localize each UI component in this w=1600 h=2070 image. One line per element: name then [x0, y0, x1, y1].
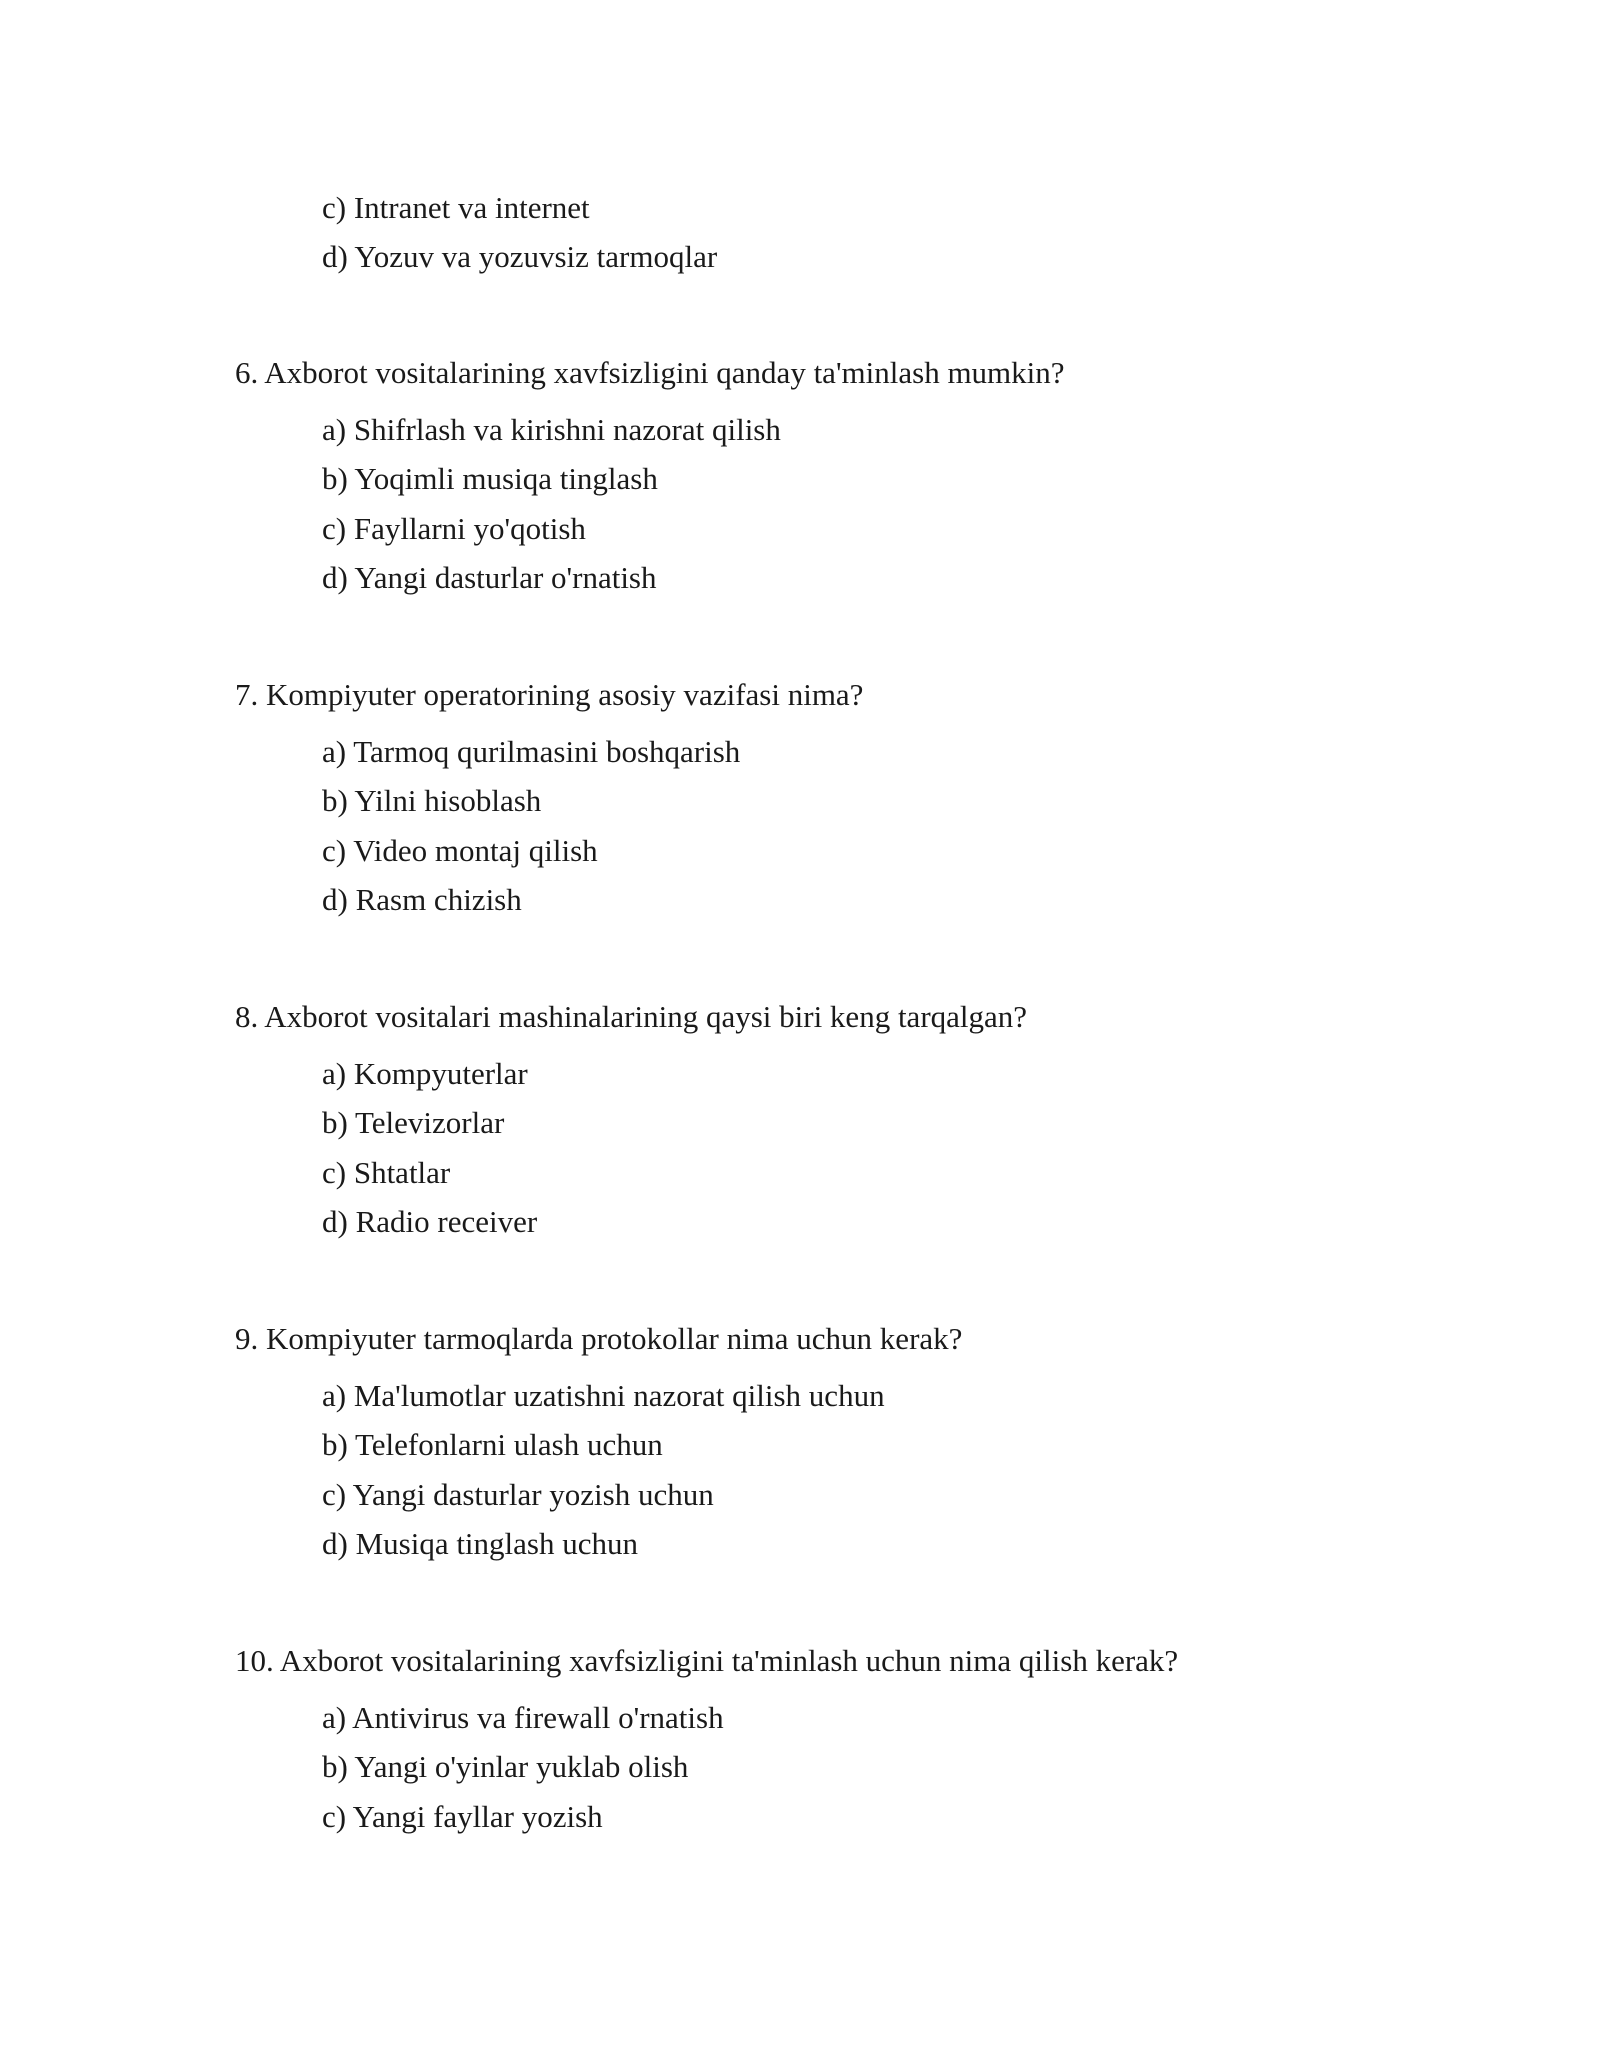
question-6: 6. Axborot vositalarining xavfsizligini qanday ta'minlash mumkin? — [235, 355, 1065, 390]
option-8b: b) Televizorlar — [322, 1105, 505, 1140]
option-7a: a) Tarmoq qurilmasini boshqarish — [322, 734, 741, 769]
option-9b: b) Telefonlarni ulash uchun — [322, 1427, 663, 1462]
option-6d: d) Yangi dasturlar o'rnatish — [322, 560, 657, 595]
option-9c: c) Yangi dasturlar yozish uchun — [322, 1477, 714, 1512]
option-7b: b) Yilni hisoblash — [322, 783, 542, 818]
option-8a: a) Kompyuterlar — [322, 1056, 528, 1091]
option-8c: c) Shtatlar — [322, 1155, 451, 1190]
option-5c: c) Intranet va internet — [322, 190, 590, 225]
question-8: 8. Axborot vositalari mashinalarining qaysi biri keng tarqalgan? — [235, 999, 1028, 1034]
option-9d: d) Musiqa tinglash uchun — [322, 1526, 638, 1561]
option-10a: a) Antivirus va firewall o'rnatish — [322, 1700, 724, 1735]
option-6a: a) Shifrlash va kirishni nazorat qilish — [322, 412, 781, 447]
option-6b: b) Yoqimli musiqa tinglash — [322, 461, 658, 496]
option-10c: c) Yangi fayllar yozish — [322, 1799, 603, 1834]
question-7: 7. Kompiyuter operatorining asosiy vazifasi nima? — [235, 677, 864, 712]
question-9: 9. Kompiyuter tarmoqlarda protokollar nima uchun kerak? — [235, 1321, 963, 1356]
option-9a: a) Ma'lumotlar uzatishni nazorat qilish uchun — [322, 1378, 885, 1413]
question-10: 10. Axborot vositalarining xavfsizligini ta'minlash uchun nima qilish kerak? — [235, 1643, 1179, 1678]
option-5d: d) Yozuv va yozuvsiz tarmoqlar — [322, 239, 718, 274]
option-7d: d) Rasm chizish — [322, 882, 522, 917]
option-6c: c) Fayllarni yo'qotish — [322, 511, 586, 546]
option-8d: d) Radio receiver — [322, 1204, 538, 1239]
option-7c: c) Video montaj qilish — [322, 833, 598, 868]
option-10b: b) Yangi o'yinlar yuklab olish — [322, 1749, 689, 1784]
